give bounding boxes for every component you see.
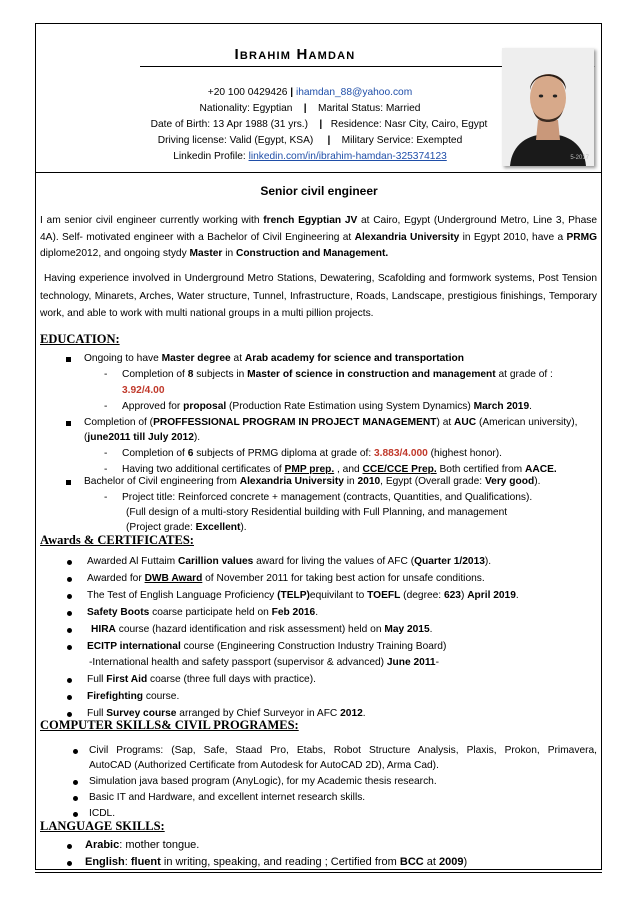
linkedin-label: Linkedin Profile:: [173, 151, 246, 162]
awards-heading: Awards & CERTIFICATES:: [40, 533, 194, 547]
education-dash: -: [104, 369, 108, 380]
computer-skills-heading: COMPUTER SKILLS& CIVIL PROGRAMES:: [40, 718, 299, 732]
education-item-pm: Completion of (PROFFESSIONAL PROGRAM IN PROJECT MANAGEMENT) at AUC (American university),: [84, 417, 578, 428]
award-survey: Full Survey course arranged by Chief Surveyor in AFC 2012.: [87, 708, 366, 719]
bullet-square: [66, 421, 71, 426]
contact-row-4: Driving license: Valid (Egypt, KSA) | Military Service: Exempted: [157, 135, 463, 146]
skill-icdl: ICDL.: [89, 808, 116, 819]
education-master-proposal: Approved for proposal (Production Rate Estimation using System Dynamics) March 2019.: [122, 401, 532, 412]
bullet-dot: [73, 749, 78, 754]
contact-row-1: +20 100 0429426 | ihamdan_88@yahoo.com: [207, 87, 413, 98]
date-of-birth: Date of Birth: 13 Apr 1988 (31 yrs.): [150, 119, 309, 130]
award-dwb: Awarded for DWB Award of November 2011 for taking best action for unsafe conditions.: [87, 573, 485, 584]
skill-anylogic: Simulation java based program (AnyLogic), for my Academic thesis research.: [89, 776, 437, 787]
profile-photo: [502, 48, 594, 166]
bullet-square: [66, 357, 71, 362]
education-bachelor-design: (Full design of a multi-story Residential building with Full Planning, and management: [126, 507, 508, 518]
award-safety-boots: Safety Boots coarse participate held on Feb 2016.: [87, 607, 319, 618]
job-title: Senior civil engineer: [260, 184, 378, 198]
education-master-grade: 3.92/4.00: [122, 385, 165, 396]
phone: +20 100 0429426: [207, 87, 288, 98]
education-dash: -: [104, 464, 108, 475]
education-dash: -: [104, 492, 108, 503]
contact-block: [120, 85, 500, 165]
award-firefighting: Firefighting course.: [87, 691, 180, 702]
bullet-dot: [67, 611, 72, 616]
contact-row-5: [120, 149, 500, 165]
award-carillion: Awarded Al Futtaim Carillion values award for living the values of AFC (Quarter 1/2013).: [87, 556, 492, 567]
photo-caption: 5-2017: [570, 155, 589, 162]
header-divider: [35, 172, 602, 173]
award-ecitp-passport: -International health and safety passport (supervisor & advanced) June 2011-: [89, 657, 439, 668]
bullet-dot: [67, 678, 72, 683]
marital-status: Marital Status: Married: [317, 103, 421, 114]
bullet-dot: [67, 695, 72, 700]
experience-paragraph: Having experience involved in Underground Metro Stations, Dewatering, Scafolding and formwork systems, Post Tension technology, Minarets, Arches, Water structure, Tunnel, Infrastructure, Roads, Landscape, prestigious finishings, Temporary work, and able to work with multi national groups in a multi pillion projects.: [40, 273, 597, 319]
bottom-border: [35, 872, 602, 873]
education-dash: -: [104, 448, 108, 459]
bullet-dot: [67, 594, 72, 599]
bullet-square: [66, 480, 71, 485]
military-service: Military Service: Exempted: [341, 135, 463, 146]
bullet-dot: [67, 861, 72, 866]
language-arabic: Arabic: mother tongue.: [85, 839, 200, 851]
education-pm-dates: (june2011 till July 2012).: [84, 432, 201, 443]
portrait-illustration: [502, 48, 594, 166]
language-heading: LANGUAGE SKILLS:: [40, 819, 165, 833]
education-item-bachelor: Bachelor of Civil engineering from Alexandria University in 2010, Egypt (Overall grade: Very good).: [84, 476, 541, 487]
bullet-dot: [67, 577, 72, 582]
education-bachelor-project: Project title: Reinforced concrete + management (contracts, Quantities, and Qualifications).: [122, 492, 533, 503]
award-ecitp: ECITP international course (Engineering Construction Industry Training Board): [87, 641, 447, 652]
education-item-master: Ongoing to have Master degree at Arab academy for science and transportation: [84, 353, 464, 364]
education-heading: EDUCATION:: [40, 332, 120, 346]
bullet-dot: [73, 812, 78, 817]
education-dash: -: [104, 401, 108, 412]
education-bachelor-grade: (Project grade: Excellent).: [126, 522, 247, 533]
language-english: English: fluent in writing, speaking, and reading ; Certified from BCC at 2009): [85, 856, 468, 868]
bullet-dot: [67, 628, 72, 633]
award-hira: HIRA course (hazard identification and risk assessment) held on May 2015.: [91, 624, 433, 635]
skill-it: Basic IT and Hardware, and excellent internet research skills.: [89, 792, 366, 803]
award-telp: The Test of English Language Proficiency (TELP)equivilant to TOEFL (degree: 623) April 2019.: [87, 590, 519, 601]
nationality: Nationality: Egyptian: [199, 103, 293, 114]
contact-row-3: Date of Birth: 13 Apr 1988 (31 yrs.) | Residence: Nasr City, Cairo, Egypt: [150, 119, 488, 130]
skill-civil-programs: Civil Programs: (Sap, Safe, Staad Pro, Etabs, Robot Structure Analysis, Plaxis, Prokon, Primavera,: [89, 745, 597, 756]
education-master-subjects: Completion of 8 subjects in Master of science in construction and management at grade of :: [122, 369, 553, 380]
residence: Residence: Nasr City, Cairo, Egypt: [330, 119, 488, 130]
bullet-dot: [67, 560, 72, 565]
skill-autocad: AutoCAD (Authorized Certificate from Autodesk for AutoCAD 2D), Arma Cad).: [89, 760, 439, 771]
bullet-dot: [67, 645, 72, 650]
bullet-dot: [67, 844, 72, 849]
driving-license: Driving license: Valid (Egypt, KSA): [157, 135, 314, 146]
email-link[interactable]: ihamdan_88@yahoo.com: [295, 87, 413, 98]
bullet-dot: [73, 780, 78, 785]
award-first-aid: Full First Aid coarse (three full days with practice).: [87, 674, 316, 685]
linkedin-link[interactable]: linkedin.com/in/ibrahim-hamdan-325374123: [248, 151, 447, 162]
bullet-dot: [73, 796, 78, 801]
summary-paragraph: I am senior civil engineer currently working with french Egyptian JV at Cairo, Egypt (Underground Metro, Line 3, Phase 4A). Self- motivated engineer with a Bachelor of Civil Engineering at Alexandria University in Egypt 2010, have a PRMG diplome2012, and ongoing stydy Master in Construction and Management.: [40, 215, 598, 259]
candidate-name: Ibrahim Hamdan: [234, 46, 356, 63]
contact-row-2: Nationality: Egyptian | Marital Status: Married: [199, 103, 421, 114]
education-pm-grade: Completion of 6 subjects of PRMG diploma at grade of: 3.883/4.000 (highest honor).: [122, 448, 503, 459]
education-pm-certificates: Having two additional certificates of PMP prep. , and CCE/CCE Prep. Both certified from AACE.: [122, 464, 557, 475]
